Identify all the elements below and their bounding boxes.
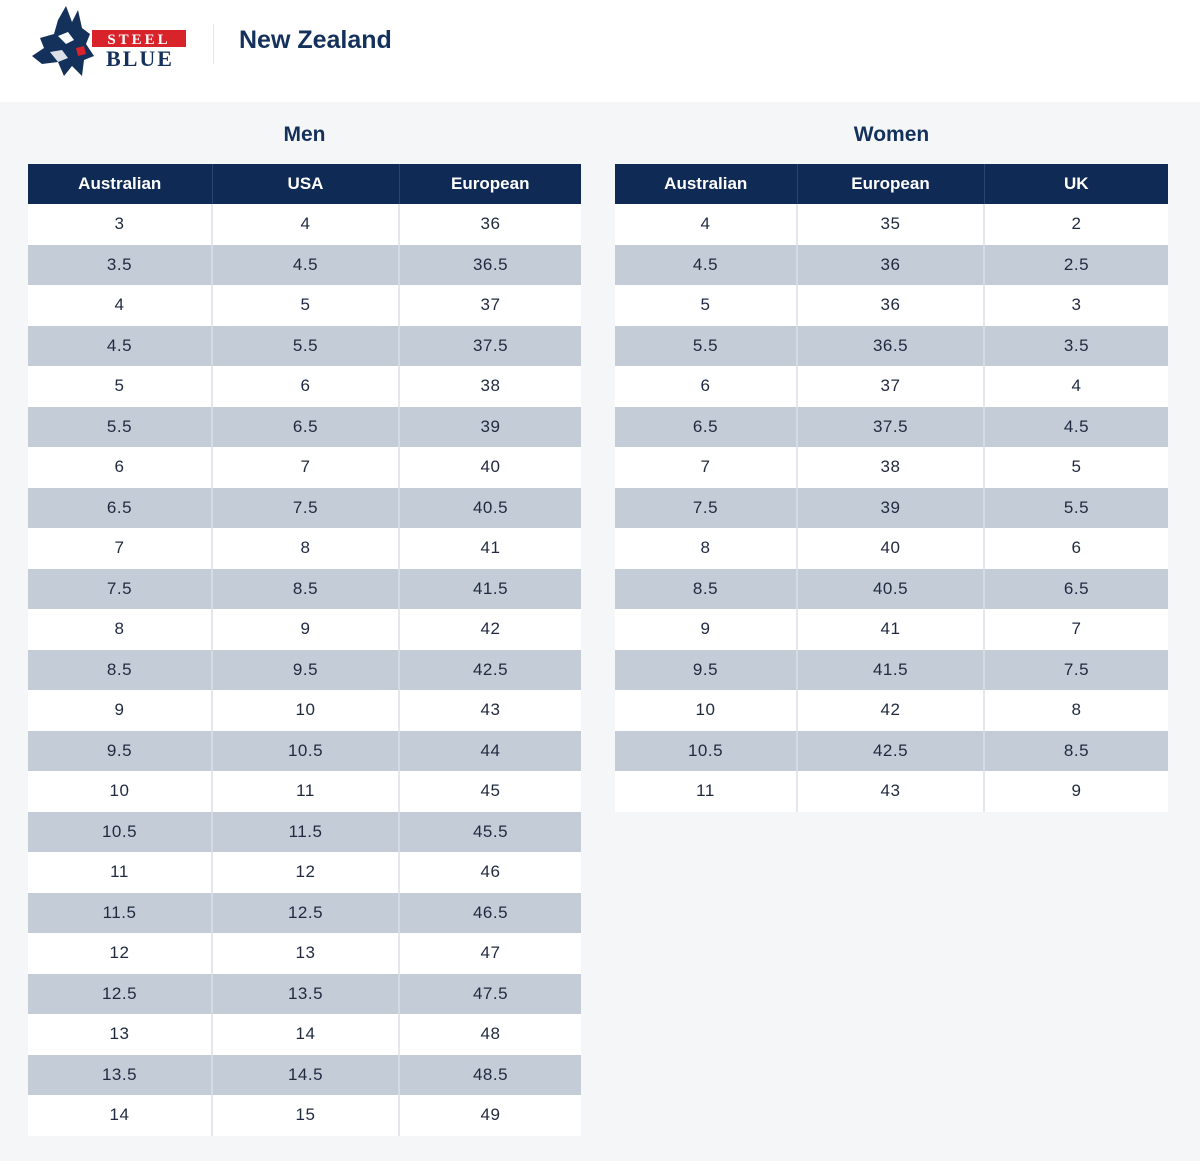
men-header-row [28, 164, 581, 204]
table-cell: 11 [212, 771, 399, 812]
table-cell: 5 [212, 285, 399, 326]
table-cell: 35 [797, 204, 984, 245]
table-row [28, 609, 581, 650]
table-cell: 46.5 [399, 893, 581, 934]
table-cell: 42.5 [399, 650, 581, 691]
table-cell: 2 [984, 204, 1168, 245]
table-cell: 8 [984, 690, 1168, 731]
table-cell: 36 [797, 285, 984, 326]
table-cell: 7.5 [615, 488, 797, 529]
table-row [28, 366, 581, 407]
table-cell: 4.5 [615, 245, 797, 286]
men-size-table [28, 164, 581, 1136]
table-cell: 10.5 [615, 731, 797, 772]
table-cell: 36.5 [399, 245, 581, 286]
table-cell: 3.5 [28, 245, 212, 286]
table-cell: 14 [212, 1014, 399, 1055]
table-cell: 10 [615, 690, 797, 731]
table-cell: 7 [984, 609, 1168, 650]
table-cell: 5.5 [212, 326, 399, 367]
table-cell: 15 [212, 1095, 399, 1136]
table-cell: 3 [28, 204, 212, 245]
table-cell: 37.5 [797, 407, 984, 448]
table-cell: 42.5 [797, 731, 984, 772]
table-cell: 4 [984, 366, 1168, 407]
table-cell: 4 [615, 204, 797, 245]
table-row [615, 609, 1168, 650]
table-cell: 7.5 [984, 650, 1168, 691]
table-cell: 40.5 [797, 569, 984, 610]
table-cell: 36 [797, 245, 984, 286]
table-cell: 14.5 [212, 1055, 399, 1096]
table-row [28, 812, 581, 853]
table-row [28, 1055, 581, 1096]
table-row [615, 650, 1168, 691]
table-cell: 9.5 [28, 731, 212, 772]
table-cell: 37.5 [399, 326, 581, 367]
table-row [615, 731, 1168, 772]
table-cell: 7.5 [212, 488, 399, 529]
table-row [28, 933, 581, 974]
table-cell: 47 [399, 933, 581, 974]
table-cell: 11.5 [28, 893, 212, 934]
table-cell: 36 [399, 204, 581, 245]
table-cell: 12.5 [212, 893, 399, 934]
women-table-body [615, 204, 1168, 812]
table-cell: 8 [615, 528, 797, 569]
table-row [615, 245, 1168, 286]
table-cell: 7 [212, 447, 399, 488]
table-cell: 13 [212, 933, 399, 974]
women-column-header: UK [984, 164, 1168, 204]
table-row [28, 285, 581, 326]
table-cell: 10 [28, 771, 212, 812]
table-cell: 6.5 [212, 407, 399, 448]
table-cell: 47.5 [399, 974, 581, 1015]
table-cell: 6.5 [28, 488, 212, 529]
table-cell: 10 [212, 690, 399, 731]
table-cell: 49 [399, 1095, 581, 1136]
header-divider [213, 24, 214, 64]
table-row [615, 528, 1168, 569]
men-section-title: Men [283, 123, 326, 146]
table-row [28, 326, 581, 367]
table-cell: 10.5 [28, 812, 212, 853]
table-row [28, 204, 581, 245]
table-cell: 7 [615, 447, 797, 488]
table-cell: 7 [28, 528, 212, 569]
women-section-title: Women [853, 123, 930, 146]
table-cell: 13.5 [212, 974, 399, 1015]
table-row [28, 771, 581, 812]
table-cell: 2.5 [984, 245, 1168, 286]
table-cell: 48.5 [399, 1055, 581, 1096]
table-cell: 6.5 [615, 407, 797, 448]
table-cell: 42 [797, 690, 984, 731]
table-cell: 38 [797, 447, 984, 488]
table-cell: 5 [28, 366, 212, 407]
table-cell: 6.5 [984, 569, 1168, 610]
table-cell: 4 [28, 285, 212, 326]
steel-blue-logo[interactable] [28, 4, 190, 80]
page-header [0, 0, 1200, 102]
table-cell: 8 [28, 609, 212, 650]
table-row [28, 852, 581, 893]
table-cell: 9 [615, 609, 797, 650]
svg-text:STEEL: STEEL [107, 32, 171, 48]
women-column-header: European [797, 164, 984, 204]
table-row [28, 650, 581, 691]
table-cell: 12 [212, 852, 399, 893]
men-column-header: European [399, 164, 581, 204]
women-header-row [615, 164, 1168, 204]
table-cell: 4.5 [984, 407, 1168, 448]
table-cell: 4 [212, 204, 399, 245]
table-cell: 45 [399, 771, 581, 812]
table-cell: 40 [797, 528, 984, 569]
table-row [615, 285, 1168, 326]
table-cell: 41.5 [399, 569, 581, 610]
table-cell: 36.5 [797, 326, 984, 367]
table-cell: 5.5 [615, 326, 797, 367]
table-cell: 6 [984, 528, 1168, 569]
table-cell: 9.5 [615, 650, 797, 691]
table-cell: 41 [399, 528, 581, 569]
table-cell: 44 [399, 731, 581, 772]
table-cell: 38 [399, 366, 581, 407]
table-cell: 37 [399, 285, 581, 326]
table-row [28, 569, 581, 610]
table-row [28, 528, 581, 569]
table-cell: 11 [28, 852, 212, 893]
table-cell: 12 [28, 933, 212, 974]
table-cell: 13 [28, 1014, 212, 1055]
men-column-header: Australian [28, 164, 212, 204]
svg-text:BLUE: BLUE [106, 46, 174, 71]
table-row [615, 488, 1168, 529]
table-cell: 6 [28, 447, 212, 488]
table-cell: 8.5 [28, 650, 212, 691]
table-cell: 9 [212, 609, 399, 650]
table-row [28, 690, 581, 731]
table-row [615, 204, 1168, 245]
table-cell: 42 [399, 609, 581, 650]
women-column-header: Australian [615, 164, 797, 204]
table-row [615, 569, 1168, 610]
table-cell: 40.5 [399, 488, 581, 529]
table-row [615, 690, 1168, 731]
men-table-body [28, 204, 581, 1136]
table-cell: 9.5 [212, 650, 399, 691]
region-title: New Zealand [239, 26, 392, 54]
table-cell: 43 [797, 771, 984, 812]
table-cell: 8.5 [212, 569, 399, 610]
table-cell: 43 [399, 690, 581, 731]
table-cell: 40 [399, 447, 581, 488]
table-cell: 3 [984, 285, 1168, 326]
table-row [28, 893, 581, 934]
table-cell: 6 [212, 366, 399, 407]
table-row [615, 447, 1168, 488]
table-row [28, 407, 581, 448]
table-row [615, 771, 1168, 812]
table-cell: 7.5 [28, 569, 212, 610]
table-cell: 6 [615, 366, 797, 407]
table-cell: 9 [28, 690, 212, 731]
table-cell: 5 [984, 447, 1168, 488]
table-cell: 8 [212, 528, 399, 569]
women-size-table [615, 164, 1168, 812]
table-cell: 8.5 [984, 731, 1168, 772]
table-cell: 4.5 [28, 326, 212, 367]
table-row [28, 731, 581, 772]
table-row [28, 974, 581, 1015]
table-cell: 8.5 [615, 569, 797, 610]
table-cell: 10.5 [212, 731, 399, 772]
table-row [28, 1095, 581, 1136]
table-cell: 4.5 [212, 245, 399, 286]
table-row [28, 245, 581, 286]
table-cell: 5.5 [984, 488, 1168, 529]
table-cell: 41 [797, 609, 984, 650]
table-row [28, 1014, 581, 1055]
table-cell: 11 [615, 771, 797, 812]
table-cell: 14 [28, 1095, 212, 1136]
table-cell: 3.5 [984, 326, 1168, 367]
table-cell: 13.5 [28, 1055, 212, 1096]
table-cell: 12.5 [28, 974, 212, 1015]
table-cell: 11.5 [212, 812, 399, 853]
table-row [615, 326, 1168, 367]
table-cell: 9 [984, 771, 1168, 812]
table-cell: 5 [615, 285, 797, 326]
table-row [28, 488, 581, 529]
table-cell: 39 [399, 407, 581, 448]
table-cell: 5.5 [28, 407, 212, 448]
table-cell: 39 [797, 488, 984, 529]
table-row [615, 407, 1168, 448]
table-cell: 41.5 [797, 650, 984, 691]
men-column-header: USA [212, 164, 399, 204]
table-row [28, 447, 581, 488]
table-row [615, 366, 1168, 407]
table-cell: 45.5 [399, 812, 581, 853]
table-cell: 48 [399, 1014, 581, 1055]
table-cell: 46 [399, 852, 581, 893]
table-cell: 37 [797, 366, 984, 407]
